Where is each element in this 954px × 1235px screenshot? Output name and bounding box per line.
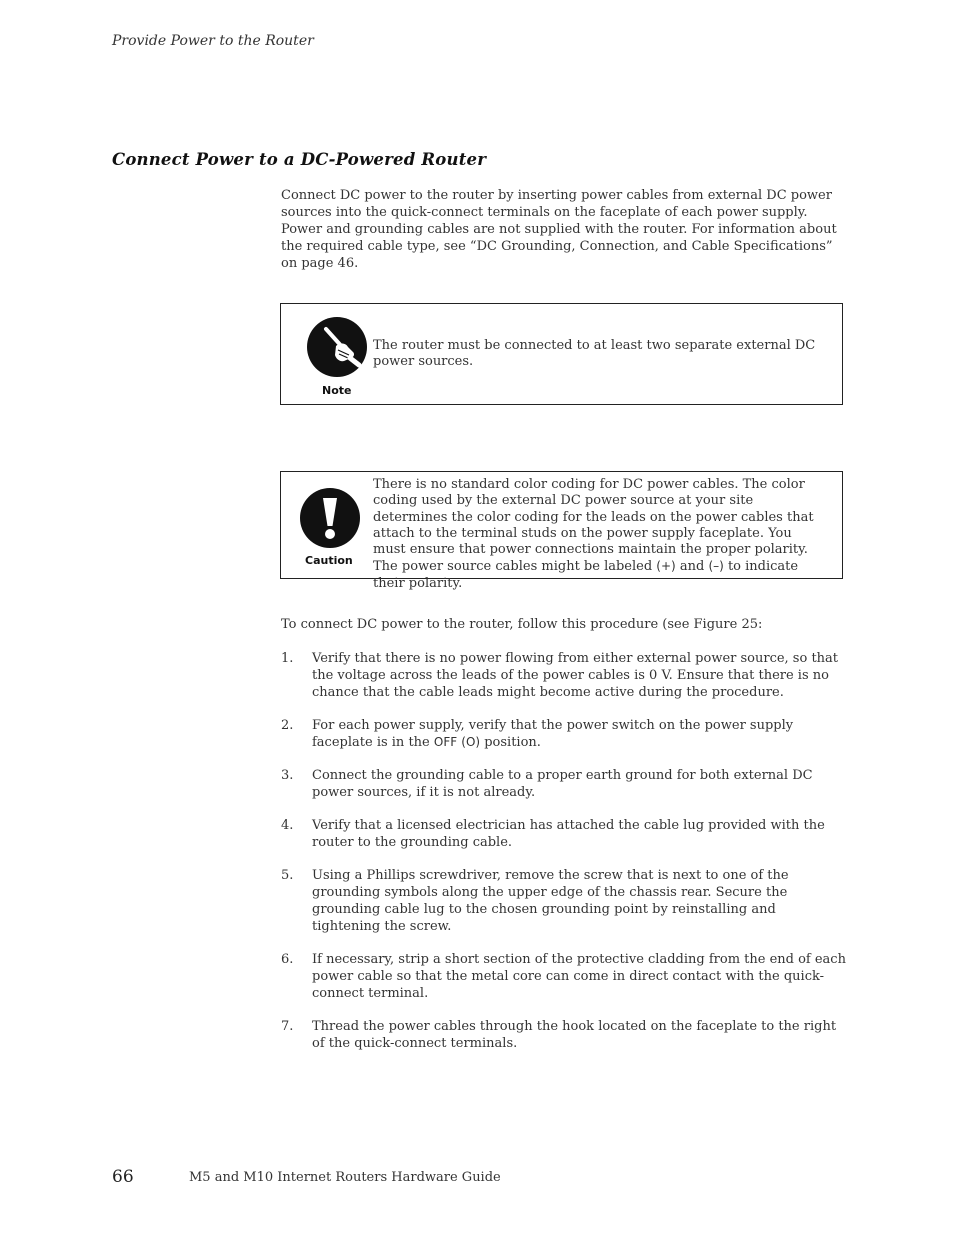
step-number: 3. (281, 768, 294, 783)
step-number: 5. (281, 868, 294, 883)
off-label: OFF (433, 735, 458, 749)
caution-box (280, 471, 843, 591)
note-text: The router must be connected to at least two separate external DC power sources. (373, 338, 816, 370)
running-head: Provide Power to the Router (112, 33, 314, 49)
step-number: 6. (281, 952, 294, 967)
step-text: Verify that there is no power flowing from either external power source, so that the voltage across the leads of the power cables is 0 V. Ensure that there is no chance that the cable leads might become active during the procedure. (312, 651, 839, 700)
caution-label: Caution (305, 554, 353, 567)
intro-paragraph: Connect DC power to the router by inserting power cables from external DC power sources into the quick-connect terminals on the faceplate of each power supply. Power and grounding cables are not supplied with the router. For information about the required cable type, see “DC Grounding, Connection, and Cable Specifications” on page 46. (281, 188, 837, 271)
book-title: M5 and M10 Internet Routers Hardware Guide (189, 1170, 501, 1185)
plus-label: (+) (656, 559, 676, 574)
step-7 (281, 1018, 847, 1052)
step-text: Connect the grounding cable to a proper earth ground for both external DC power sources, if it is not already. (312, 768, 813, 800)
minus-label: (–) (708, 559, 724, 574)
step-5 (281, 867, 847, 935)
caution-and: and (675, 559, 709, 575)
step-number: 7. (281, 1019, 294, 1034)
section-title: Connect Power to a DC-Powered Router (112, 150, 487, 169)
step-number: 2. (281, 718, 294, 733)
procedure-steps (281, 650, 847, 1068)
note-label: Note (322, 384, 352, 397)
exclamation-icon (299, 487, 361, 549)
step-4 (281, 817, 847, 851)
step-text: For each power supply, verify that the power switch on the power supply faceplate is in the (312, 718, 794, 750)
step-number: 1. (281, 651, 294, 666)
caution-text-end: to indicate their polarity. (373, 559, 799, 591)
page-number: 66 (112, 1167, 134, 1187)
step-text: Using a Phillips screwdriver, remove the screw that is next to one of the grounding symbols along the upper edge of the chassis rear. Secure the grounding cable lug to the chosen grounding point by reinstalling and tightening the screw. (312, 868, 789, 934)
step-2 (281, 717, 847, 751)
step-number: 4. (281, 818, 294, 833)
note-box (280, 303, 843, 405)
procedure-lead: To connect DC power to the router, follow this procedure (see Figure 25: (281, 617, 763, 632)
step-text: Thread the power cables through the hook located on the faceplate to the right of the quick-connect terminals. (312, 1019, 837, 1051)
pointing-hand-icon (306, 316, 368, 378)
step-1 (281, 650, 847, 701)
caution-text-part: There is no standard color coding for DC power cables. The color coding used by the external DC power source at your site determines the color coding for the leads on the power cables that attach to the terminal studs on the power supply faceplate. You must ensure that power connections maintain the proper polarity. The power source cables might be labeled (373, 477, 814, 575)
step-text-end: position. (480, 735, 541, 750)
step-text: If necessary, strip a short section of the protective cladding from the end of each power cable so that the metal core can come in direct contact with the quick-connect terminal. (312, 952, 846, 1001)
step-text: Verify that a licensed electrician has attached the cable lug provided with the router to the grounding cable. (312, 818, 825, 850)
step-6 (281, 951, 847, 1002)
caution-text (373, 477, 828, 592)
step-3 (281, 767, 847, 801)
o-label: (O) (461, 735, 481, 749)
